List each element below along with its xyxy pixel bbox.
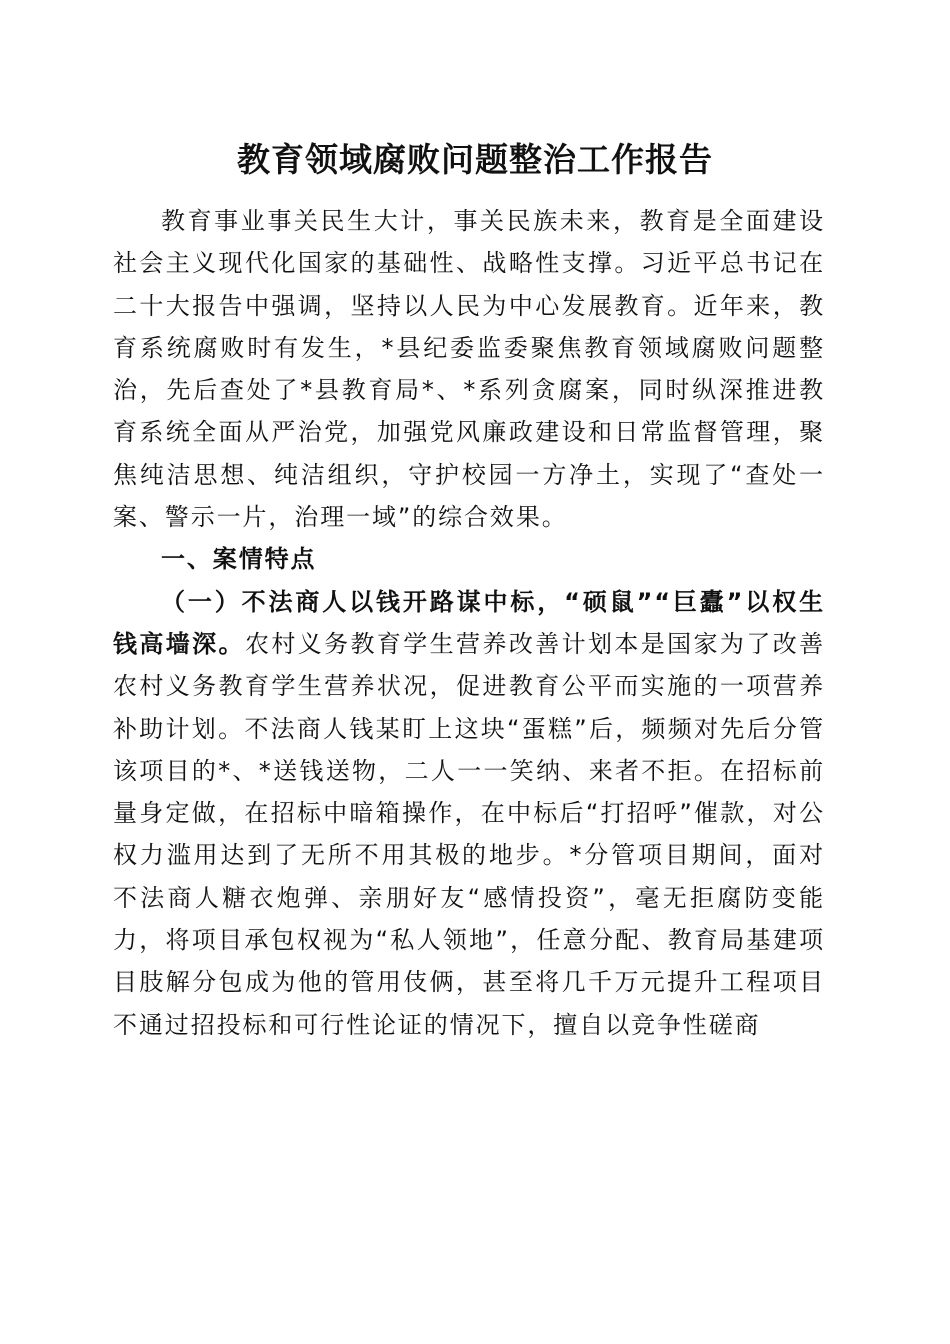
intro-paragraph: 教育事业事关民生大计，事关民族未来，教育是全面建设社会主义现代化国家的基础性、战略性支撑。习近平总书记在二十大报告中强调，坚持以人民为中心发展教育。近年来，教育系统腐败时有发生，*县纪委监委聚焦教育领域腐败问题整治，先后查处了*县教育局*、*系列贪腐案，同时纵深推进教育系统全面从严治党，加强党风廉政建设和日常监督管理，聚焦纯洁思想、纯洁组织，守护校园一方净土，实现了“查处一案、警示一片，治理一域”的综合效果。 xyxy=(113,207,825,532)
document-title: 教育领域腐败问题整治工作报告 xyxy=(237,140,713,179)
section-heading-case-features: 一、案情特点 xyxy=(161,545,317,574)
subsection-paragraph-1 xyxy=(113,581,825,1046)
document-body xyxy=(113,200,825,1046)
subsection-body-1: 农村义务教育学生营养改善计划本是国家为了改善农村义务教育学生营养状况，促进教育公平而实施的一项营养补助计划。不法商人钱某盯上这块“蛋糕”后，频频对先后分管该项目的*、*送钱送物，二人一一笑纳、来者不拒。在招标前量身定做，在招标中暗箱操作，在中标后“打招呼”催款，对公权力滥用达到了无所不用其极的地步。*分管项目期间，面对不法商人糖衣炮弹、亲朋好友“感情投资”，毫无拒腐防变能力，将项目承包权视为“私人领地”，任意分配、教育局基建项目肢解分包成为他的管用伎俩，甚至将几千万元提升工程项目不通过招投标和可行性论证的情况下，擅自以竞争性磋商 xyxy=(113,629,825,1039)
subsection-heading-1: （一）不法商人以钱开路谋中标，“硕鼠”“巨蠹”以权生钱高墙深。 xyxy=(113,587,825,658)
